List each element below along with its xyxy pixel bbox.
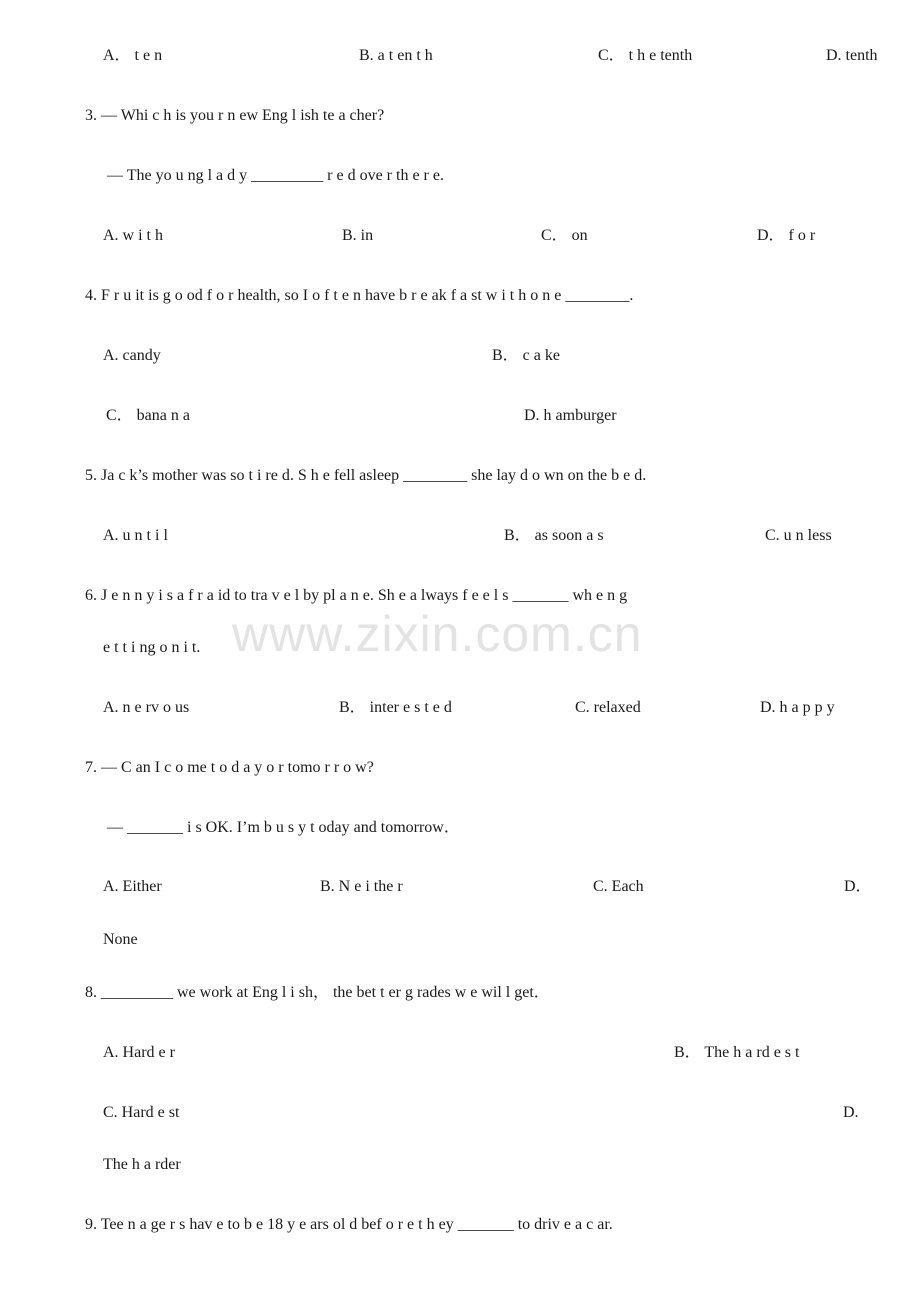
q7-option-b: B. N e i the r — [320, 878, 403, 895]
q8-option-a: A. Hard e r — [103, 1044, 175, 1061]
q6-stem-line-2: e t t i ng o n i t. — [103, 639, 201, 656]
q3-option-d: D． f o r — [757, 227, 816, 244]
q5-option-a: A. u n t i l — [103, 527, 168, 544]
q6-option-a: A. n e rv o us — [103, 699, 190, 716]
q8-option-c: C. Hard e st — [103, 1104, 180, 1121]
q7-stem: 7. — C an I c o me t o d a y o r tomo r r o w? — [85, 759, 374, 776]
q8-option-d: D. — [843, 1104, 859, 1121]
q4-option-d: D. h amburger — [524, 407, 617, 424]
q6-option-d: D. h a p p y — [760, 699, 835, 716]
q2-option-b: B. a t en t h — [359, 47, 433, 64]
q4-option-c: C． bana n a — [106, 407, 190, 424]
q2-option-c: C． t h e tenth — [598, 47, 693, 64]
q7-option-a: A. Either — [103, 878, 162, 895]
q6-option-c: C. relaxed — [575, 699, 641, 716]
q3-option-b: B. in — [342, 227, 374, 244]
q3-reply: — The yo u ng l a d y _________ r e d ove r th e r e. — [107, 167, 444, 184]
q2-option-d: D. tenth — [826, 47, 878, 64]
q7-option-d-text: None — [103, 931, 138, 948]
q6-stem-line-1: 6. J e n n y i s a f r a id to tra v e l by pl a n e. Sh e a lways f e e l s _______ wh e n g — [85, 587, 628, 604]
q4-option-b: B． c a ke — [492, 347, 560, 364]
q5-stem: 5. Ja c k’s mother was so t i re d. S h e fell asleep ________ she lay d o wn on the b e d. — [85, 467, 647, 484]
q2-option-a: A． t e n — [103, 47, 163, 64]
q7-option-d: D． — [844, 878, 872, 895]
q4-option-a: A. candy — [103, 347, 161, 364]
q3-stem: 3. — Whi c h is you r n ew Eng l ish te a cher? — [85, 107, 385, 124]
q8-stem: 8. _________ we work at Eng l i sh， the bet t er g rades w e wil l get． — [85, 984, 550, 1001]
watermark: www.zixin.com.cn — [232, 606, 643, 662]
q3-option-c: C． on — [541, 227, 588, 244]
q6-option-b: B． inter e s t e d — [339, 699, 452, 716]
q9-stem: 9. Tee n a ge r s hav e to b e 18 y e ars ol d bef o r e t h ey _______ to driv e a c ar. — [85, 1216, 613, 1233]
q3-option-a: A. w i t h — [103, 227, 163, 244]
q5-option-b: B． as soon a s — [504, 527, 604, 544]
q7-option-c: C. Each — [593, 878, 644, 895]
q7-reply: — _______ i s OK. I’m b u s y t oday and tomorrow． — [107, 819, 460, 836]
q8-option-b: B． The h a rd e s t — [674, 1044, 800, 1061]
q8-option-d-text: The h a rder — [103, 1156, 181, 1173]
q5-option-c: C. u n less — [765, 527, 832, 544]
q4-stem: 4. F r u it is g o od f o r health, so I o f t e n have b r e ak f a st w i t h o n e ________. — [85, 287, 634, 304]
